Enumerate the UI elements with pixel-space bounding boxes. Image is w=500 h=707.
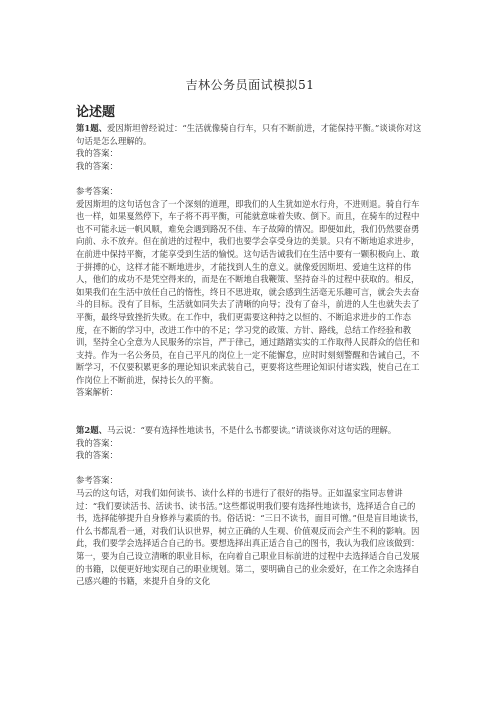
spacer xyxy=(76,462,424,475)
question-2-reference-label: 参考答案： xyxy=(76,475,118,486)
document-body xyxy=(76,122,424,588)
question-1 xyxy=(76,122,424,147)
question-1-answer-label-2: 我的答案： xyxy=(76,160,118,171)
question-1-answer-label-1: 我的答案： xyxy=(76,148,118,159)
question-2-reference-text: 马云的这句话，对我们如何读书、读什么样的书进行了很好的指导。正如温家宝同志曾讲过：“我们要读活书、活读书、读书活。”这些都说明我们要有选择性地读书，选择适合自己的书，选择能够提升自身修养与素质的书。俗话说：“三日不读书，面目可憎。”但是盲目地读书，什么书都乱看一通，对我们认识世界，树立正确的人生观、价值观反而会产生不利的影响。因此，我们要学会选择适合自己的书。要想选择出真正适合自己的图书，我认为我们应该做到：第一，要为自己设立清晰的职业目标，在向着自己职业目标前进的过程中去选择适合自己发展的书籍，以便更好地实现自己的职业规划。第二，要明确自己的业余爱好，在工作之余选择自己感兴趣的书籍，来提升自身的文化 xyxy=(76,488,424,587)
question-2-answer-label-1: 我的答案： xyxy=(76,437,118,448)
question-2 xyxy=(76,424,424,437)
question-1-label: 第1题、 xyxy=(76,123,107,133)
spacer xyxy=(76,399,424,424)
document-title: 吉林公务员面试模拟51 xyxy=(185,78,315,92)
question-1-prompt: 爱因斯坦曾经说过：“生活就像骑自行车，只有不断前进，才能保持平衡。”谈谈你对这句话是怎么理解的。 xyxy=(76,123,422,146)
question-2-answer-label-2: 我的答案： xyxy=(76,450,118,461)
question-1-reference-label: 参考答案： xyxy=(76,185,118,196)
question-1-reference-text: 爱因斯坦的这句话包含了一个深刻的道理，即我们的人生犹如逆水行舟，不进则退。骑自行车也一样，如果戛然停下，车子将不再平衡，可能就意味着失败、倒下。而且，在骑车的过程中也不可能永远一帆风顺，难免会遇到路况不佳、车子故障的情况。即便如此，我们仍然要奋勇向前、永不放弃。但在前进的过程中，我们也要学会享受身边的美景。只有不断地追求进步，在前进中保持平衡，才能享受到生活的愉悦。这句话告诫我们在生活中要有一颗积极向上、敢于拼搏的心，这样才能不断地进步，才能找到人生的意义。就像爱因斯坦、爱迪生这样的伟人，他们的成功不是凭空得来的，而是在不断地自我鞭策、坚持奋斗的过程中获取的。相反，如果我们在生活中放任自己的惰性，终日不思进取，就会感到生活毫无乐趣可言，就会失去奋斗的目标。没有了目标，生活就如同失去了清晰的向导；没有了奋斗，前进的人生也就失去了平衡，最终导致挫折失败。在工作中，我们更需要这种持之以恒的、不断追求进步的工作态度，在不断的学习中，改进工作中的不足；学习党的政策、方针、路线，总结工作经验和教训，坚持全心全意为人民服务的宗旨，严于律己，通过踏踏实实的工作取得人民群众的信任和支持。作为一名公务员，在自己平凡的岗位上一定不能懈怠，应时时刻刻警醒和告诫自己，不断学习，不仅要积累更多的理论知识来武装自己，更要将这些理论知识付诸实践，使自己在工作岗位上不断前进，保持长久的平衡。 xyxy=(76,198,420,385)
question-2-prompt: 马云说：“要有选择性地读书，不是什么书都要读。”请谈谈你对这句话的理解。 xyxy=(106,425,397,436)
spacer xyxy=(76,172,424,185)
question-1-analysis-label: 答案解析： xyxy=(76,387,118,398)
section-heading: 论述题 xyxy=(76,105,116,120)
question-2-label: 第2题、 xyxy=(76,425,107,436)
